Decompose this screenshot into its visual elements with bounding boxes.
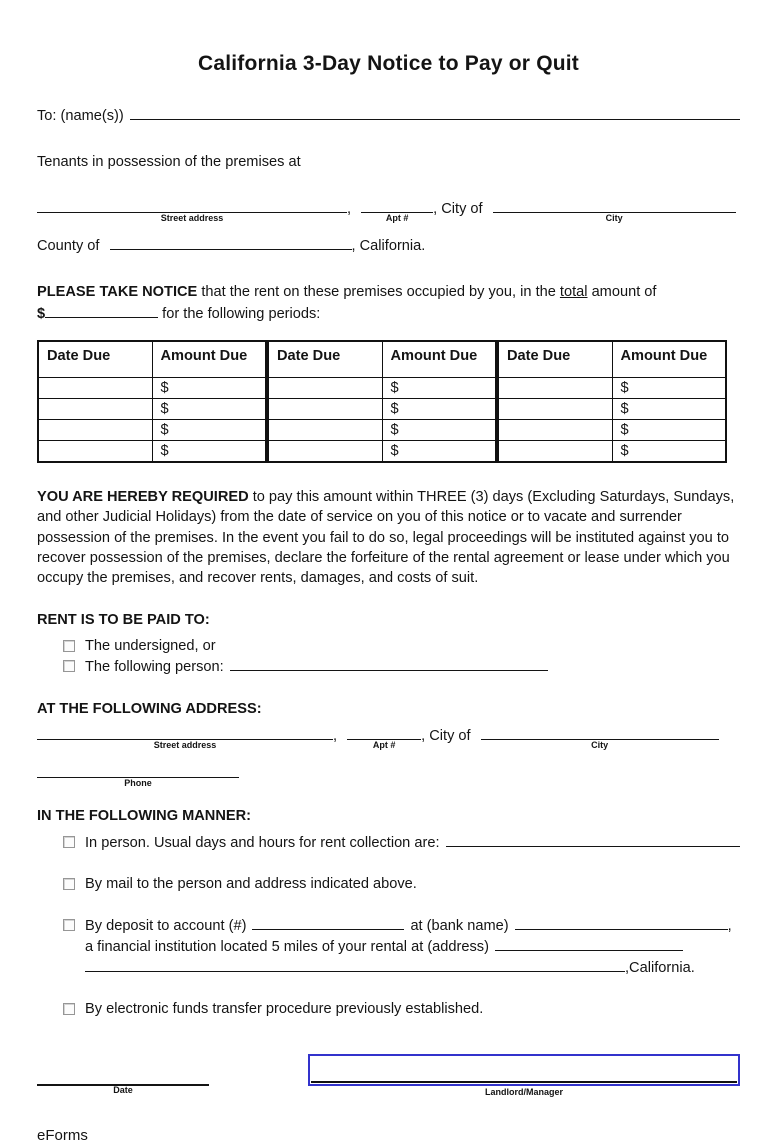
apt-label: Apt # [385,213,409,224]
table-row [268,420,496,441]
rent-table [37,340,740,464]
county-row [37,235,740,256]
paid-to-heading: RENT IS TO BE PAID TO: [37,611,210,628]
by-deposit-option [63,915,740,978]
deposit-line-1 [85,915,740,936]
following-person-checkbox[interactable] [63,660,75,672]
names-blank [130,105,740,120]
eft-checkbox[interactable] [63,1003,75,1015]
amount-cell: $ [612,441,726,463]
date-blank [37,1064,209,1095]
eft-label: By electronic funds transfer procedure previously established. [85,1001,484,1018]
to-label: To: (name(s)) [37,107,124,124]
notice-paragraph [37,282,740,323]
table-row [38,441,266,463]
landlord-manager-label: Landlord/Manager [484,1086,563,1097]
phone-row [37,763,740,788]
notice-line-2 [37,303,740,324]
premises-address-row [37,198,740,224]
following-person-label: The following person: [85,659,224,676]
amount-cell: $ [152,377,266,398]
date-cell [498,420,612,441]
payment-city-blank [481,725,719,751]
date-cell [268,441,382,463]
by-deposit-checkbox[interactable] [63,919,75,931]
in-person-checkbox[interactable] [63,836,75,848]
street-address-label: Street address [153,740,217,751]
amount-due-header: Amount Due [382,341,496,378]
county-prefix: County of [37,238,100,255]
date-cell [268,420,382,441]
date-cell [498,441,612,463]
table-header-row [268,341,496,378]
date-cell [498,398,612,419]
table-row [268,398,496,419]
date-cell [38,420,152,441]
street-address-label: Street address [160,213,224,224]
total-underlined: total [559,284,588,301]
bank-name-blank [515,915,728,930]
required-paragraph [37,487,740,588]
county-suffix: , California. [351,238,426,255]
payment-street-blank [37,725,333,751]
amount-cell: $ [152,441,266,463]
undersigned-checkbox[interactable] [63,640,75,652]
by-mail-option [63,874,740,894]
date-cell [38,377,152,398]
notice-text-b: amount of [587,284,657,301]
rent-table-3 [497,340,727,464]
required-text: to pay this amount within THREE (3) days (Excluding Saturdays, Sundays, and other Judicial Holidays) from the date of service on you of this notice or to vacate and surrender possession of the premises. In the event you fail to do so, legal proceedings will be instituted against you to recover possession of the premises, declare the forfeiture of the rental agreement or lease under which you occupy the premises, and recover rents, damages, and costs of suit. [37,489,735,586]
deposit-text-c: , [727,918,732,935]
notice-text-a: that the rent on these premises occupied by you, in the [197,284,560,301]
deposit-text-e: ,California. [625,960,695,977]
date-cell [268,398,382,419]
following-person-blank [230,656,548,671]
amount-due-header: Amount Due [612,341,726,378]
table-row [498,377,726,398]
phone-blank [37,763,239,788]
amount-due-header: Amount Due [152,341,266,378]
page-title: California 3-Day Notice to Pay or Quit [197,52,579,75]
premises-apt-blank [361,198,433,224]
required-bold: YOU ARE HEREBY REQUIRED [37,489,249,506]
signature-line [311,1081,737,1083]
eforms-brand: eForms [37,1126,88,1144]
comma-separator: , [347,201,352,218]
amount-cell: $ [382,420,496,441]
amount-cell: $ [382,377,496,398]
in-person-body [85,832,740,853]
amount-cell: $ [382,441,496,463]
notice-text-c: for the following periods: [158,305,321,322]
date-due-header: Date Due [498,341,612,378]
by-mail-checkbox[interactable] [63,878,75,890]
table-row [498,398,726,419]
amount-cell: $ [382,398,496,419]
apt-label: Apt # [372,740,396,751]
city-of-text: , City of [421,728,471,745]
date-due-header: Date Due [268,341,382,378]
table-row [38,398,266,419]
payment-address-row [37,725,740,751]
in-person-option [63,832,740,853]
comma-separator: , [333,728,338,745]
date-due-header: Date Due [38,341,152,378]
manner-heading: IN THE FOLLOWING MANNER: [37,807,252,824]
city-of-text: , City of [433,201,483,218]
amount-cell: $ [152,398,266,419]
signature-row [37,1054,740,1097]
rent-table-2 [267,340,497,464]
amount-cell: $ [152,420,266,441]
county-blank [110,235,352,250]
premises-city-blank [493,198,736,224]
table-row [498,441,726,463]
by-deposit-body [85,915,740,978]
following-person-option [63,656,740,677]
deposit-text-b: at (bank name) [410,918,509,935]
table-header-row [38,341,266,378]
amount-cell: $ [612,420,726,441]
table-row [268,377,496,398]
deposit-text-a: By deposit to account (#) [85,918,247,935]
date-cell [498,377,612,398]
eft-option [63,999,740,1019]
premises-street-blank [37,198,347,224]
deposit-line-2 [85,936,740,957]
total-amount-blank [45,303,158,318]
deposit-address-blank-2 [85,957,625,972]
city-label: City [591,740,609,751]
by-mail-label: By mail to the person and address indicated above. [85,875,417,892]
landlord-signature-field[interactable] [308,1054,740,1097]
amount-cell: $ [612,398,726,419]
account-number-blank [252,915,404,930]
date-cell [38,441,152,463]
collection-hours-blank [446,832,741,847]
date-label: Date [113,1084,133,1095]
table-row [268,441,496,463]
in-person-label: In person. Usual days and hours for rent collection are: [85,834,440,851]
dollar-sign: $ [37,305,46,322]
undersigned-option [63,636,740,656]
table-header-row [498,341,726,378]
deposit-text-d: a financial institution located 5 miles of your rental at (address) [85,939,489,956]
date-cell [38,398,152,419]
city-label: City [605,213,623,224]
deposit-line-3 [85,957,740,978]
phone-label: Phone [124,777,152,788]
table-row [38,420,266,441]
undersigned-label: The undersigned, or [85,638,216,655]
address-heading: AT THE FOLLOWING ADDRESS: [37,701,262,718]
date-cell [268,377,382,398]
rent-table-1 [37,340,267,464]
premises-intro: Tenants in possession of the premises at [37,154,301,171]
amount-cell: $ [612,377,726,398]
table-row [498,420,726,441]
payment-apt-blank [347,725,421,751]
deposit-address-blank [495,936,683,951]
notice-line-1 [37,282,740,302]
notice-bold: PLEASE TAKE NOTICE [37,284,198,301]
to-line [37,105,740,126]
following-person-body [85,656,740,677]
table-row [38,377,266,398]
